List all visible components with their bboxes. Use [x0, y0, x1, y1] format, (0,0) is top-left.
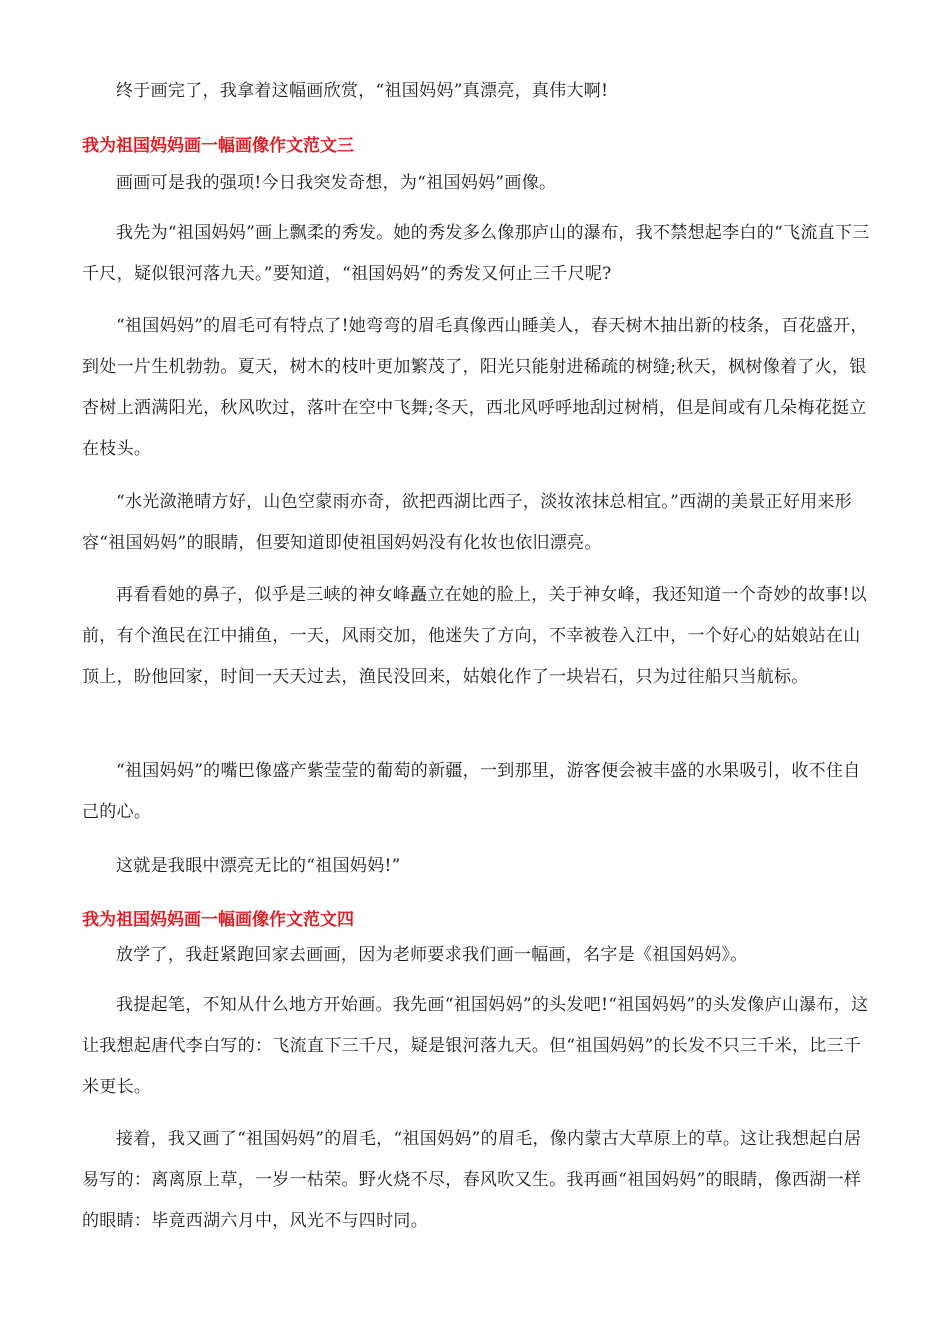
paragraph-s3-2: 我先为“祖国妈妈”画上飘柔的秀发。她的秀发多么像那庐山的瀑布，我不禁想起李白的“飞流直下三千尺，疑似银河落九天。”要知道，“祖国妈妈”的秀发又何止三千尺呢?: [82, 223, 870, 284]
paragraph-s4-2: 我提起笔，不知从什么地方开始画。我先画“祖国妈妈”的头发吧!“祖国妈妈”的头发像庐山瀑布，这让我想起唐代李白写的：飞流直下三千尺，疑是银河落九天。但“祖国妈妈”的长发不只三千米，比三千米更长。: [82, 995, 869, 1097]
section-heading-4: 我为祖国妈妈画一幅画像作文范文四: [82, 910, 354, 930]
paragraph-s3-7: 这就是我眼中漂亮无比的“祖国妈妈!”: [116, 856, 401, 876]
paragraph-s3-6: “祖国妈妈”的嘴巴像盛产紫莹莹的葡萄的新疆，一到那里，游客便会被丰盛的水果吸引，收不住自己的心。: [82, 761, 861, 822]
paragraph-s4-1: 放学了，我赶紧跑回家去画画，因为老师要求我们画一幅画，名字是《祖国妈妈》。: [116, 945, 748, 965]
paragraph-s3-4: “水光潋滟晴方好，山色空蒙雨亦奇，欲把西湖比西子，淡妆浓抹总相宜。”西湖的美景正好用来形容“祖国妈妈”的眼睛，但要知道即使祖国妈妈没有化妆也依旧漂亮。: [82, 492, 853, 553]
paragraph-closing-prev: 终于画完了，我拿着这幅画欣赏，“祖国妈妈”真漂亮，真伟大啊!: [116, 81, 609, 101]
section-heading-3: 我为祖国妈妈画一幅画像作文范文三: [82, 136, 354, 156]
paragraph-s4-3: 接着，我又画了“祖国妈妈”的眉毛，“祖国妈妈”的眉毛，像内蒙古大草原上的草。这让我想起白居易写的：离离原上草，一岁一枯荣。野火烧不尽，春风吹又生。我再画“祖国妈妈”的眼睛，像西湖一样的眼睛：毕竟西湖六月中，风光不与四时同。: [82, 1129, 862, 1231]
paragraph-s3-3: “祖国妈妈”的眉毛可有特点了!她弯弯的眉毛真像西山睡美人，春天树木抽出新的枝条，百花盛开，到处一片生机勃勃。夏天，树木的枝叶更加繁茂了，阳光只能射进稀疏的树缝;秋天，枫树像着了火，银杏树上洒满阳光，秋风吹过，落叶在空中飞舞;冬天，西北风呼呼地刮过树梢，但是间或有几朵梅花挺立在枝头。: [82, 316, 868, 459]
paragraph-s3-5: 再看看她的鼻子，似乎是三峡的神女峰矗立在她的脸上，关于神女峰，我还知道一个奇妙的故事!以前，有个渔民在江中捕鱼，一天，风雨交加，他迷失了方向，不幸被卷入江中，一个好心的姑娘站在山顶上，盼他回家，时间一天天过去，渔民没回来，姑娘化作了一块岩石，只为过往船只当航标。: [82, 585, 868, 687]
paragraph-s3-1: 画画可是我的强项!今日我突发奇想，为“祖国妈妈”画像。: [116, 173, 557, 193]
